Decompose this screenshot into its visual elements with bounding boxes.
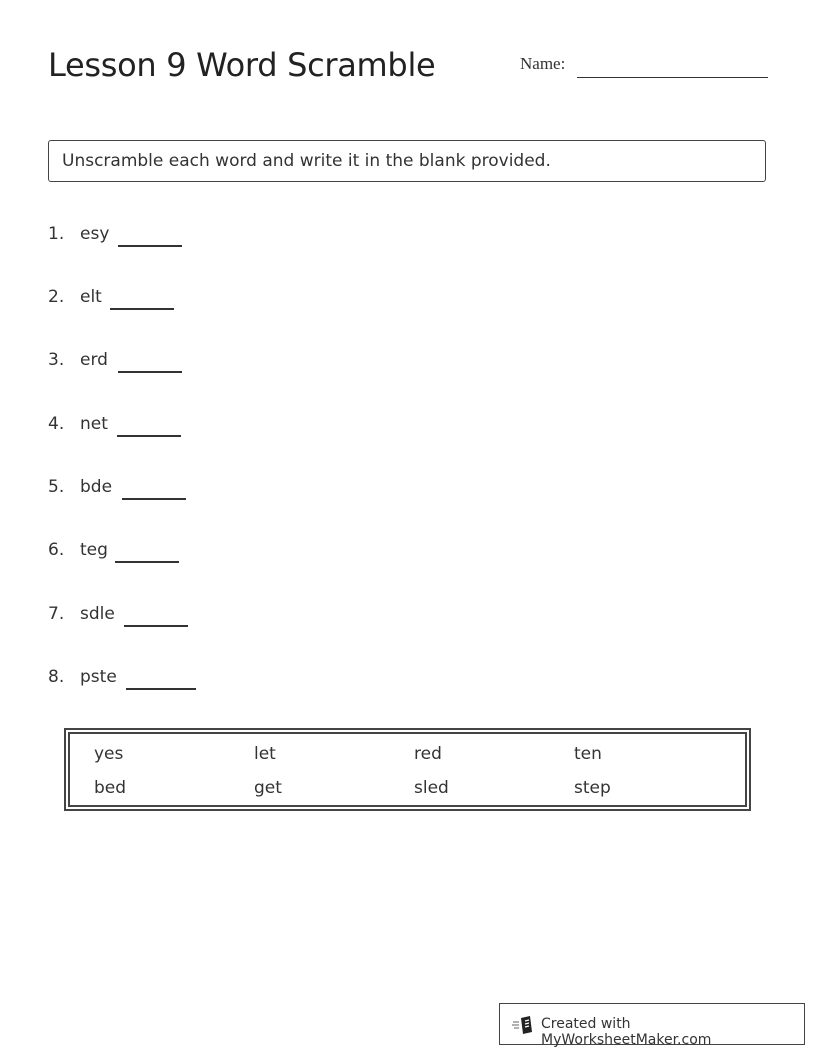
name-label: Name:	[520, 54, 566, 73]
question-number: 1.	[48, 224, 65, 244]
bank-word: bed	[94, 778, 127, 798]
bank-word: step	[574, 778, 611, 798]
bank-word: ten	[574, 744, 602, 764]
footer-text: Created with MyWorksheetMaker.com	[541, 1016, 712, 1048]
scrambled-word: teg	[80, 540, 108, 560]
bank-word: let	[254, 744, 276, 764]
answer-blank[interactable]	[110, 308, 174, 310]
answer-blank[interactable]	[115, 561, 179, 563]
bank-word: yes	[94, 744, 124, 764]
scrambled-word: pste	[80, 667, 117, 687]
scrambled-word: sdle	[80, 604, 115, 624]
answer-blank[interactable]	[117, 435, 181, 437]
question-number: 5.	[48, 477, 65, 497]
scrambled-word: erd	[80, 350, 108, 370]
name-blank-line[interactable]	[577, 77, 768, 78]
instructions-text: Unscramble each word and write it in the blank provided.	[62, 151, 551, 171]
answer-blank[interactable]	[124, 625, 188, 627]
worksheet-title: Lesson 9 Word Scramble	[48, 46, 436, 84]
scrambled-word: elt	[80, 287, 102, 307]
answer-blank[interactable]	[118, 245, 182, 247]
scrambled-word: esy	[80, 224, 110, 244]
word-bank-inner-border	[68, 732, 747, 807]
answer-blank[interactable]	[126, 688, 196, 690]
question-number: 7.	[48, 604, 65, 624]
bank-word: sled	[414, 778, 449, 798]
word-bank	[64, 728, 751, 811]
question-number: 2.	[48, 287, 65, 307]
footer-credit[interactable]	[499, 1003, 805, 1048]
answer-blank[interactable]	[122, 498, 186, 500]
answer-blank[interactable]	[118, 371, 182, 373]
name-field[interactable]	[520, 52, 770, 82]
question-number: 3.	[48, 350, 65, 370]
scrambled-word: bde	[80, 477, 113, 497]
question-number: 4.	[48, 414, 65, 434]
question-number: 6.	[48, 540, 65, 560]
scrambled-word: net	[80, 414, 108, 434]
bank-word: red	[414, 744, 442, 764]
bank-word: get	[254, 778, 282, 798]
instructions-box	[48, 140, 766, 182]
worksheet-maker-logo-icon	[512, 1015, 536, 1035]
question-number: 8.	[48, 667, 65, 687]
